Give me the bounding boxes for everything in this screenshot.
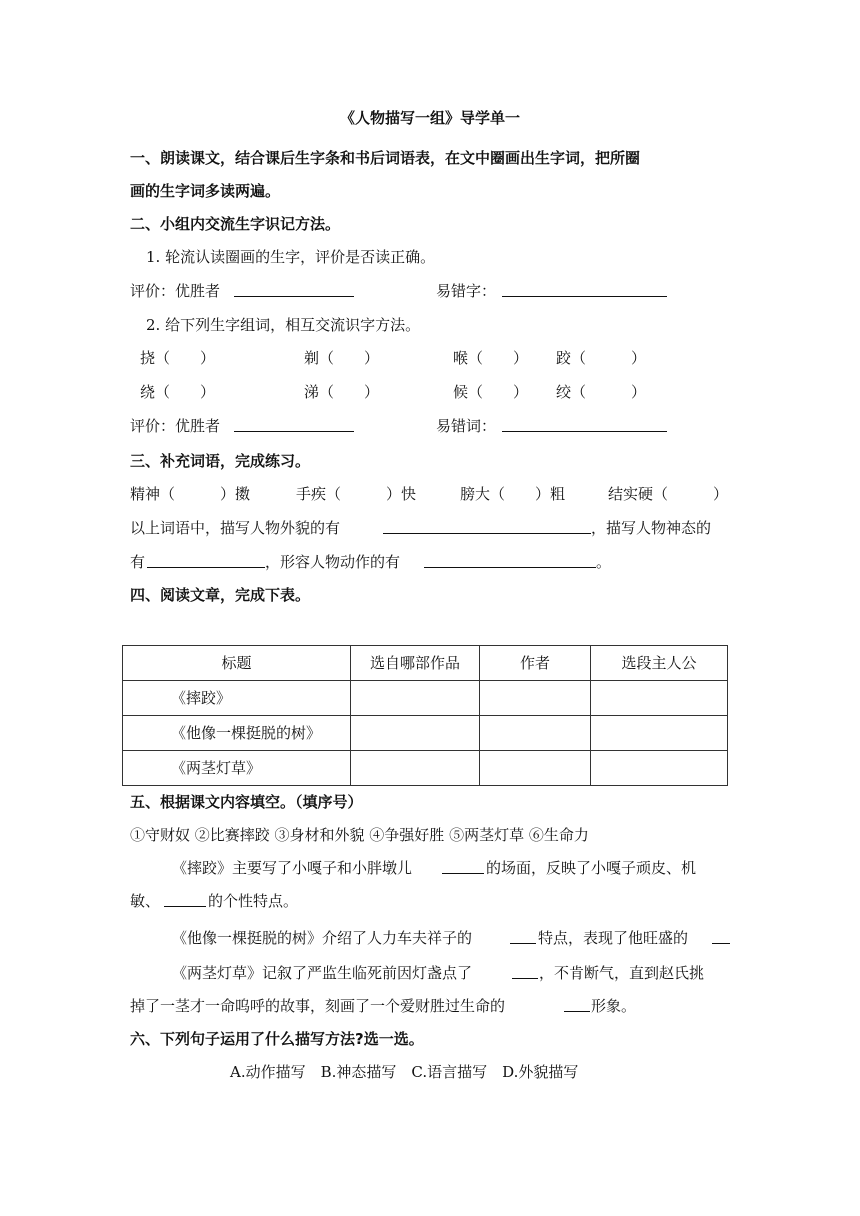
p1-text-a: 《摔跤》主要写了小嘎子和小胖墩儿 (172, 859, 413, 877)
q2-text-c: 。 (596, 553, 612, 571)
eval-1-error-label: 易错字： (436, 282, 497, 300)
table-cell-blank[interactable] (351, 681, 480, 716)
table-cell-blank[interactable] (351, 716, 480, 751)
table-header-row (123, 646, 728, 681)
char-item: 候（ ） (453, 383, 529, 401)
section-6-heading: 六、下列句子运用了什么描写方法?选一选。 (130, 1030, 424, 1048)
section-2-heading: 二、小组内交流生字识记方法。 (130, 215, 341, 233)
p3-text-b: ，不肯断气，直到赵氏挑 (539, 964, 705, 982)
section-1-line-1: 一、朗读课文，结合课后生字条和书后词语表，在文中圈画出生字词，把所圈 (130, 149, 641, 167)
table-row (123, 716, 728, 751)
eval-1-winner-label: 评价：优胜者 (130, 282, 221, 300)
p3-blank-2[interactable] (564, 996, 590, 1012)
q1-appearance-blank[interactable] (383, 518, 591, 534)
table-cell-title: 《他像一棵挺脱的树》 (123, 716, 351, 751)
section-4-heading: 四、阅读文章，完成下表。 (130, 586, 311, 604)
q2-text-a: 有 (130, 553, 146, 571)
eval-2-winner-blank[interactable] (234, 416, 354, 432)
table-cell-blank[interactable] (591, 716, 728, 751)
q2-action-blank[interactable] (424, 552, 596, 568)
table-cell-title: 《两茎灯草》 (123, 751, 351, 786)
p3-blank-1[interactable] (512, 963, 538, 979)
section-5-heading: 五、根据课文内容填空。（填序号） (130, 793, 363, 811)
eval-1-winner-blank[interactable] (234, 281, 354, 297)
p1-text-d: 的个性特点。 (208, 892, 299, 910)
table-cell-blank[interactable] (480, 751, 591, 786)
table-header-cell: 选段主人公 (591, 646, 728, 681)
p1-blank-1[interactable] (442, 858, 484, 874)
q2-demeanor-blank[interactable] (147, 552, 265, 568)
section-3-heading: 三、补充词语，完成练习。 (130, 452, 311, 470)
section-5-options: ①守财奴 ②比赛摔跤 ③身材和外貌 ④争强好胜 ⑤两茎灯草 ⑥生命力 (130, 826, 589, 844)
eval-2-error-blank[interactable] (502, 416, 667, 432)
char-item: 跤（ ） (556, 349, 647, 367)
word-item: 结实硬（ ） (608, 485, 729, 503)
section-6-options: A.动作描写 B.神态描写 C.语言描写 D.外貌描写 (230, 1063, 579, 1081)
char-item: 绞（ ） (556, 383, 647, 401)
table-header-cell: 标题 (123, 646, 351, 681)
word-item: 精神（ ）擞 (130, 485, 251, 503)
q1-text-b: ，描写人物神态的 (591, 519, 712, 537)
char-item: 绕（ ） (140, 383, 216, 401)
table-header-cell: 选自哪部作品 (351, 646, 480, 681)
eval-2-winner-label: 评价：优胜者 (130, 417, 221, 435)
p2-text-b: 特点，表现了他旺盛的 (538, 929, 689, 947)
char-item: 挠（ ） (140, 349, 216, 367)
p1-text-c: 敏、 (130, 892, 161, 910)
eval-2-error-label: 易错词： (436, 417, 497, 435)
p3-text-d: 形象。 (591, 997, 637, 1015)
table-cell-blank[interactable] (591, 751, 728, 786)
table-cell-blank[interactable] (351, 751, 480, 786)
char-item: 剃（ ） (304, 349, 380, 367)
p2-blank-2[interactable] (712, 928, 730, 944)
section-1-line-2: 画的生字词多读两遍。 (130, 182, 281, 200)
word-item: 手疾（ ）快 (296, 485, 417, 503)
word-item: 膀大（ ）粗 (460, 485, 566, 503)
page-title: 《人物描写一组》导学单一 (339, 109, 520, 127)
p3-text-a: 《两茎灯草》记叙了严监生临死前因灯盏点了 (172, 964, 473, 982)
p2-text-a: 《他像一棵挺脱的树》介绍了人力车夫祥子的 (172, 929, 473, 947)
q2-text-b: ，形容人物动作的有 (265, 553, 401, 571)
q1-text-a: 以上词语中，描写人物外貌的有 (130, 519, 341, 537)
table-cell-title: 《摔跤》 (123, 681, 351, 716)
table-row (123, 751, 728, 786)
p1-blank-2[interactable] (164, 891, 206, 907)
table-row (123, 681, 728, 716)
table-cell-blank[interactable] (480, 681, 591, 716)
reading-table (122, 645, 728, 786)
table-cell-blank[interactable] (480, 716, 591, 751)
p1-text-b: 的场面，反映了小嘎子顽皮、机 (486, 859, 697, 877)
char-item: 涕（ ） (304, 383, 380, 401)
p3-text-c: 掉了一茎才一命呜呼的故事，刻画了一个爱财胜过生命的 (130, 997, 506, 1015)
eval-1-error-blank[interactable] (502, 281, 667, 297)
p2-blank-1[interactable] (510, 928, 536, 944)
section-2-item-2: 2. 给下列生字组词，相互交流识字方法。 (146, 316, 421, 334)
char-item: 喉（ ） (453, 349, 529, 367)
section-2-item-1: 1. 轮流认读圈画的生字，评价是否读正确。 (146, 248, 436, 266)
table-cell-blank[interactable] (591, 681, 728, 716)
table-header-cell: 作者 (480, 646, 591, 681)
